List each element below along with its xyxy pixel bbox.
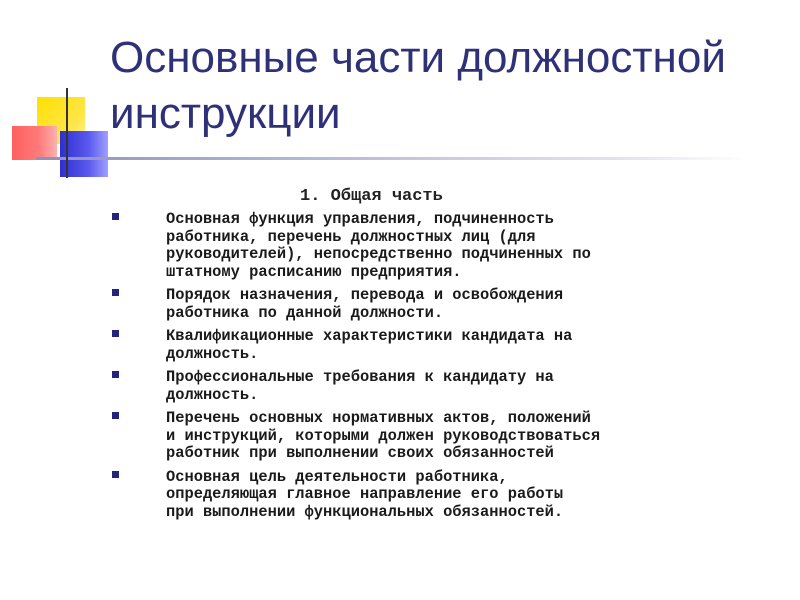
list-item-text: Квалификационные характеристики кандидата на должность. bbox=[166, 327, 573, 363]
decorative-horizontal-line bbox=[36, 157, 748, 160]
list-item-text: Перечень основных нормативных актов, положений и инструкций, которыми должен руководствоваться работник при выполнении своих обязанностей bbox=[166, 409, 601, 462]
list-item bbox=[110, 469, 782, 522]
square-bullet-icon bbox=[112, 213, 119, 220]
square-bullet-icon bbox=[112, 371, 119, 378]
decorative-vertical-line bbox=[66, 88, 68, 178]
list-item bbox=[110, 211, 782, 281]
list-item bbox=[110, 410, 782, 463]
square-bullet-icon bbox=[112, 471, 119, 478]
list-item-text: Основная функция управления, подчиненность работника, перечень должностных лиц (для руководителей), непосредственно подчиненных по штатному расписанию предприятия. bbox=[166, 210, 591, 281]
slide-title: Основные части должностной инструкции bbox=[110, 33, 726, 138]
list-item bbox=[110, 369, 782, 404]
bullet-list bbox=[110, 211, 782, 527]
list-item-text: Порядок назначения, перевода и освобождения работника по данной должности. bbox=[166, 286, 564, 322]
square-bullet-icon bbox=[112, 412, 119, 419]
list-item-text: Основная цель деятельности работника, определяющая главное направление его работы при выполнении функциональных обязанностей. bbox=[166, 467, 564, 521]
list-item bbox=[110, 328, 782, 363]
list-item bbox=[110, 287, 782, 322]
list-item-text: Профессиональные требования к кандидату на должность. bbox=[166, 368, 554, 404]
decorative-red-square bbox=[12, 126, 57, 160]
square-bullet-icon bbox=[112, 330, 119, 337]
section-heading: 1. Общая часть bbox=[300, 187, 443, 206]
square-bullet-icon bbox=[112, 289, 119, 296]
